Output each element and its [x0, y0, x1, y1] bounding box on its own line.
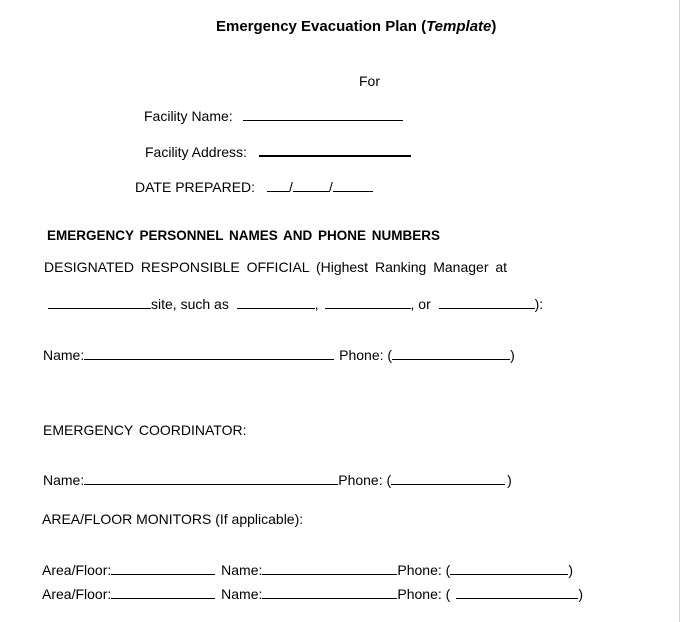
site-example-field-3[interactable]: [439, 296, 535, 309]
title-main: Emergency Evacuation Plan (: [216, 18, 427, 35]
facility-address-label: Facility Address:: [145, 144, 247, 160]
site-close: ):: [534, 296, 544, 312]
for-label: For: [359, 73, 380, 89]
name-label: Name:: [221, 562, 263, 578]
monitor-phone-field[interactable]: [450, 562, 568, 575]
date-separator: /: [288, 179, 293, 195]
facility-name-row: [144, 108, 403, 124]
area-floor-label: Area/Floor:: [42, 586, 112, 602]
personnel-heading: EMERGENCY PERSONNEL NAMES AND PHONE NUMBERS: [47, 228, 441, 243]
phone-label: Phone: (: [397, 586, 451, 602]
document-title: [216, 19, 496, 35]
date-month-field[interactable]: [267, 179, 289, 192]
site-example-field-1[interactable]: [237, 296, 315, 309]
facility-name-field[interactable]: [243, 108, 403, 121]
site-text: site, such as: [151, 296, 229, 312]
date-prepared-label: DATE PREPARED:: [135, 179, 256, 195]
area-floor-field[interactable]: [111, 562, 215, 575]
site-name-field[interactable]: [48, 296, 151, 309]
phone-label: Phone: (: [397, 562, 451, 578]
date-day-field[interactable]: [293, 179, 329, 192]
phone-close: ): [568, 562, 573, 578]
coordinator-phone-field[interactable]: [391, 472, 505, 485]
facility-address-field[interactable]: [259, 143, 411, 157]
phone-label: Phone: (: [338, 472, 392, 488]
designated-site-row: [48, 296, 543, 312]
comma: ,: [314, 296, 319, 312]
official-name-field[interactable]: [84, 347, 334, 360]
designated-official-label: DESIGNATED RESPONSIBLE OFFICIAL (Highest Ranking Manager at: [44, 259, 508, 275]
monitor-row: [42, 562, 573, 578]
site-example-field-2[interactable]: [325, 296, 411, 309]
phone-close: ): [578, 586, 583, 602]
facility-name-label: Facility Name:: [144, 108, 233, 124]
date-separator: /: [328, 179, 333, 195]
monitor-row: [42, 586, 583, 602]
phone-close: ): [510, 347, 515, 363]
monitors-heading: AREA/FLOOR MONITORS (If applicable):: [42, 511, 304, 527]
official-phone-field[interactable]: [392, 347, 510, 360]
phone-label: Phone: (: [339, 347, 393, 363]
monitor-phone-field[interactable]: [456, 586, 578, 599]
facility-address-row: [145, 143, 411, 160]
area-floor-label: Area/Floor:: [42, 562, 112, 578]
date-prepared-row: [135, 179, 373, 195]
or-text: , or: [410, 296, 431, 312]
monitor-name-field[interactable]: [262, 562, 397, 575]
area-floor-field[interactable]: [111, 586, 215, 599]
coordinator-label: EMERGENCY COORDINATOR:: [43, 422, 247, 438]
title-close: ): [491, 18, 497, 35]
name-label: Name:: [43, 472, 85, 488]
name-label: Name:: [43, 347, 85, 363]
date-year-field[interactable]: [333, 179, 373, 192]
phone-close: ): [507, 472, 512, 488]
title-italic: Template: [426, 18, 492, 35]
monitor-name-field[interactable]: [262, 586, 397, 599]
coordinator-name-row: [43, 472, 512, 488]
name-label: Name:: [221, 586, 263, 602]
official-name-row: [43, 347, 515, 363]
coordinator-name-field[interactable]: [84, 472, 338, 485]
